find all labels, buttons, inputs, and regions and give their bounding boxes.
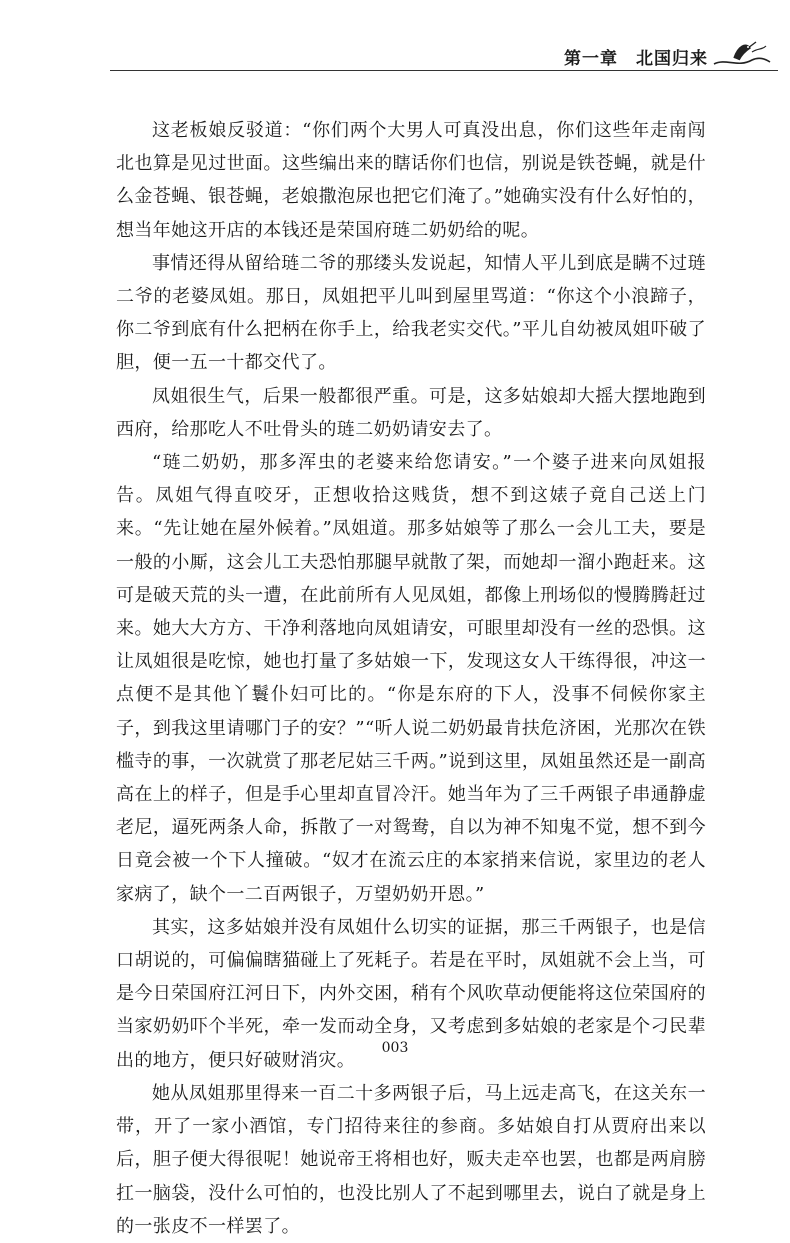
bird-branch-ornament-icon — [712, 38, 772, 72]
header-rule — [110, 70, 778, 71]
running-header — [0, 42, 790, 82]
paragraph: 这老板娘反驳道：“你们两个大男人可真没出息，你们这些年走南闯北也算是见过世面。这些编出来的瞎话你们也信，别说是铁苍蝇，就是什么金苍蝇、银苍蝇，老娘撒泡尿也把它们淹了。”她确实没有什么好怕的，想当年她这开店的本钱还是荣国府琏二奶奶给的呢。 — [116, 120, 706, 241]
chapter-title: 第一章 北国归来 — [564, 49, 708, 69]
page-number: 003 — [381, 1040, 409, 1056]
paragraph: “琏二奶奶，那多浑虫的老婆来给您请安。”一个婆子进来向凤姐报告。凤姐气得直咬牙，正想收拾这贱货，想不到这婊子竟自己送上门来。“先让她在屋外候着。”凤姐道。那多姑娘等了那么一会儿工夫，要是一般的小厮，这会儿工夫恐怕那腿早就散了架，而她却一溜小跑赶来。这可是破天荒的头一遭，在此前所有人见凤姐，都像上刑场似的慢腾腾赶过来。她大大方方、干净利落地向凤姐请安，可眼里却没有一丝的恐惧。这让凤姐很是吃惊，她也打量了多姑娘一下，发现这女人干练得很，冲这一点便不是其他丫鬟仆妇可比的。“你是东府的下人，没事不伺候你家主子，到我这里请哪门子的安？”“听人说二奶奶最肯扶危济困，光那次在铁槛寺的事，一次就赏了那老尼姑三千两。”说到这里，凤姐虽然还是一副高高在上的样子，但是手心里却直冒冷汗。她当年为了三千两银子串通静虚老尼，逼死两条人命，拆散了一对鸳鸯，自以为神不知鬼不觉，想不到今日竟会被一个下人撞破。“奴才在流云庄的本家捎来信说，家里边的老人家病了，缺个一二百两银子，万望奶奶开恩。” — [116, 452, 706, 905]
paragraph: 事情还得从留给琏二爷的那缕头发说起，知情人平儿到底是瞒不过琏二爷的老婆凤姐。那日，凤姐把平儿叫到屋里骂道：“你这个小浪蹄子，你二爷到底有什么把柄在你手上，给我老实交代。”平儿自幼被凤姐吓破了胆，便一五一十都交代了。 — [116, 252, 706, 374]
paragraph: 她从凤姐那里得来一百二十多两银子后，马上远走高飞，在这关东一带，开了一家小酒馆，专门招待来往的参商。多姑娘自打从贾府出来以后，胆子便大得很呢！她说帝王将相也好，贩夫走卒也罢，也都是两肩膀扛一脑袋，没什么可怕的，也没比别人了不起到哪里去，说白了就是身上的一张皮不一样罢了。 — [116, 1082, 706, 1237]
paragraph: 其实，这多姑娘并没有凤姐什么切实的证据，那三千两银子，也是信口胡说的，可偏偏瞎猫碰上了死耗子。若是在平时，凤姐就不会上当，可是今日荣国府江河日下，内外交困，稍有个风吹草动便能将这位荣国府的当家奶奶吓个半死，牵一发而动全身，又考虑到多姑娘的老家是个刁民辈出的地方，便只好破财消灾。 — [116, 916, 706, 1071]
body-text — [116, 114, 706, 1243]
paragraph: 凤姐很生气，后果一般都很严重。可是，这多姑娘却大摇大摆地跑到西府，给那吃人不吐骨头的琏二奶奶请安去了。 — [116, 385, 706, 440]
